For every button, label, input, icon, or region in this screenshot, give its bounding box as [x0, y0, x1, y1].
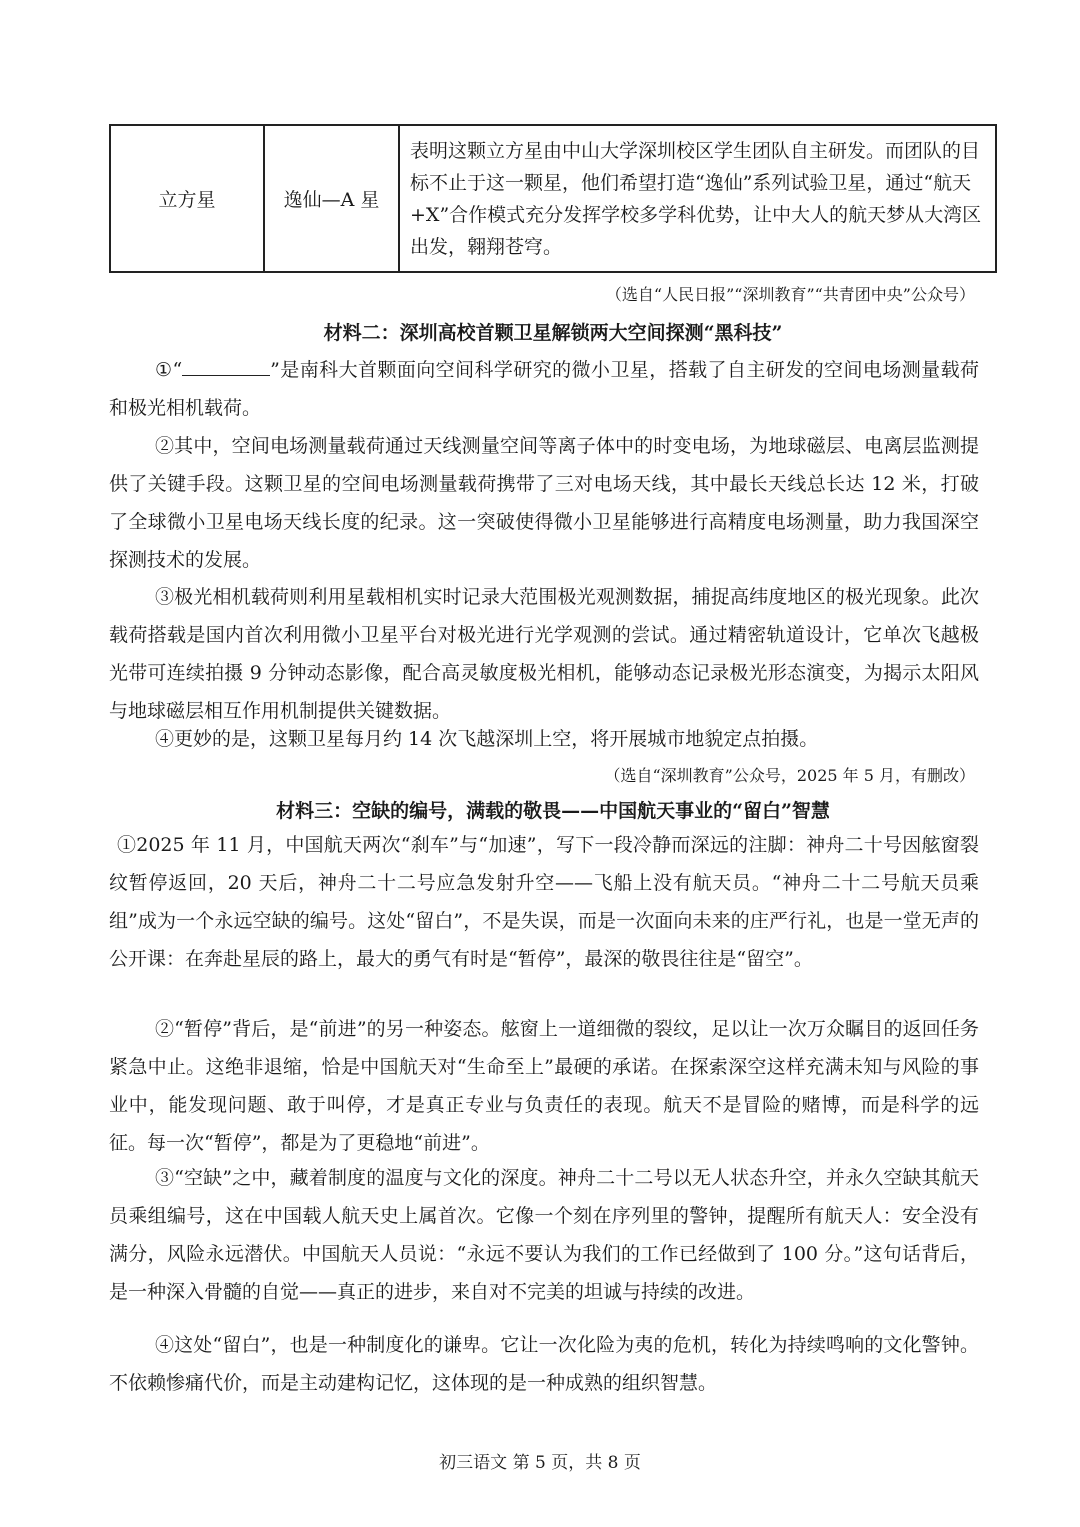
- material-2-paragraph-2: ②其中，空间电场测量载荷通过天线测量空间等离子体中的时变电场，为地球磁层、电离层监测提供了关键手段。这颗卫星的空间电场测量载荷携带了三对电场天线，其中最长天线总长达 12 米，打破了全球微小卫星电场天线长度的纪录。这一突破使得微小卫星能够进行高精度电场测量，助力我国深空探测技术的发展。: [109, 435, 979, 571]
- page-footer: 初三语文 第 5 页，共 8 页: [439, 1453, 641, 1473]
- material-3-paragraph-2: ②“暂停”背后，是“前进”的另一种姿态。舷窗上一道细微的裂纹，足以让一次万众瞩目的返回任务紧急中止。这绝非退缩，恰是中国航天对“生命至上”最硬的承诺。在探索深空这样充满未知与风险的事业中，能发现问题、敢于叫停，才是真正专业与负责任的表现。航天不是冒险的赌博，而是科学的远征。每一次“暂停”，都是为了更稳地“前进”。: [109, 1018, 979, 1154]
- paragraph-text: ”是南科大首颗面向空间科学研究的微小卫星，搭载了自主研发的空间电场测量载荷和极光相机载荷。: [109, 359, 979, 419]
- material-3-title: 材料三：空缺的编号，满载的敬畏——中国航天事业的“留白”智慧: [276, 800, 830, 822]
- material-2-title: 材料二：深圳高校首颗卫星解锁两大空间探测“黑科技”: [323, 322, 783, 344]
- table-cell-description: 表明这颗立方星由中山大学深圳校区学生团队自主研发。而团队的目标不止于这一颗星，他们希望打造“逸仙”系列试验卫星，通过“航天+X”合作模式充分发挥学校多学科优势，让中大人的航天梦从大湾区出发，翱翔苍穹。: [399, 125, 996, 272]
- fill-in-blank[interactable]: [182, 357, 270, 376]
- material-3-paragraph-1: ①2025 年 11 月，中国航天两次“刹车”与“加速”，写下一段冷静而深远的注脚：神舟二十号因舷窗裂纹暂停返回，20 天后，神舟二十二号应急发射升空——飞船上没有航天员。“神舟二十二号航天员乘组”成为一个永远空缺的编号。这处“留白”，不是失误，而是一次面向未来的庄严行礼，也是一堂无声的公开课：在奔赴星辰的路上，最大的勇气有时是“暂停”，最深的敬畏往往是“留空”。: [109, 834, 979, 970]
- table-row: [110, 125, 996, 272]
- table-cell-category: 立方星: [110, 125, 264, 272]
- source-note-1: （选自“人民日报”“深圳教育”“共青团中央”公众号）: [605, 285, 975, 304]
- material-3-paragraph-3: ③“空缺”之中，藏着制度的温度与文化的深度。神舟二十二号以无人状态升空，并永久空缺其航天员乘组编号，这在中国载人航天史上属首次。它像一个刻在序列里的警钟，提醒所有航天人：安全没有满分，风险永远潜伏。中国航天人员说：“永远不要认为我们的工作已经做到了 100 分。”这句话背后，是一种深入骨髓的自觉——真正的进步，来自对不完美的坦诚与持续的改进。: [109, 1167, 979, 1303]
- material-2-paragraph-3: ③极光相机载荷则利用星载相机实时记录大范围极光观测数据，捕捉高纬度地区的极光现象。此次载荷搭载是国内首次利用微小卫星平台对极光进行光学观测的尝试。通过精密轨道设计，它单次飞越极光带可连续拍摄 9 分钟动态影像，配合高灵敏度极光相机，能够动态记录极光形态演变，为揭示太阳风与地球磁层相互作用机制提供关键数据。: [109, 586, 979, 722]
- source-note-2: （选自“深圳教育”公众号，2025 年 5 月，有删改）: [604, 766, 975, 785]
- material-3-paragraph-4: ④这处“留白”，也是一种制度化的谦卑。它让一次化险为夷的危机，转化为持续鸣响的文化警钟。不依赖惨痛代价，而是主动建构记忆，这体现的是一种成熟的组织智慧。: [109, 1334, 979, 1394]
- satellite-table: [109, 124, 997, 273]
- material-2-paragraph-1: [109, 351, 979, 427]
- table-cell-name: 逸仙—A 星: [264, 125, 399, 272]
- paragraph-prefix: ①“: [155, 359, 183, 381]
- material-2-paragraph-4: ④更妙的是，这颗卫星每月约 14 次飞越深圳上空，将开展城市地貌定点拍摄。: [155, 728, 819, 750]
